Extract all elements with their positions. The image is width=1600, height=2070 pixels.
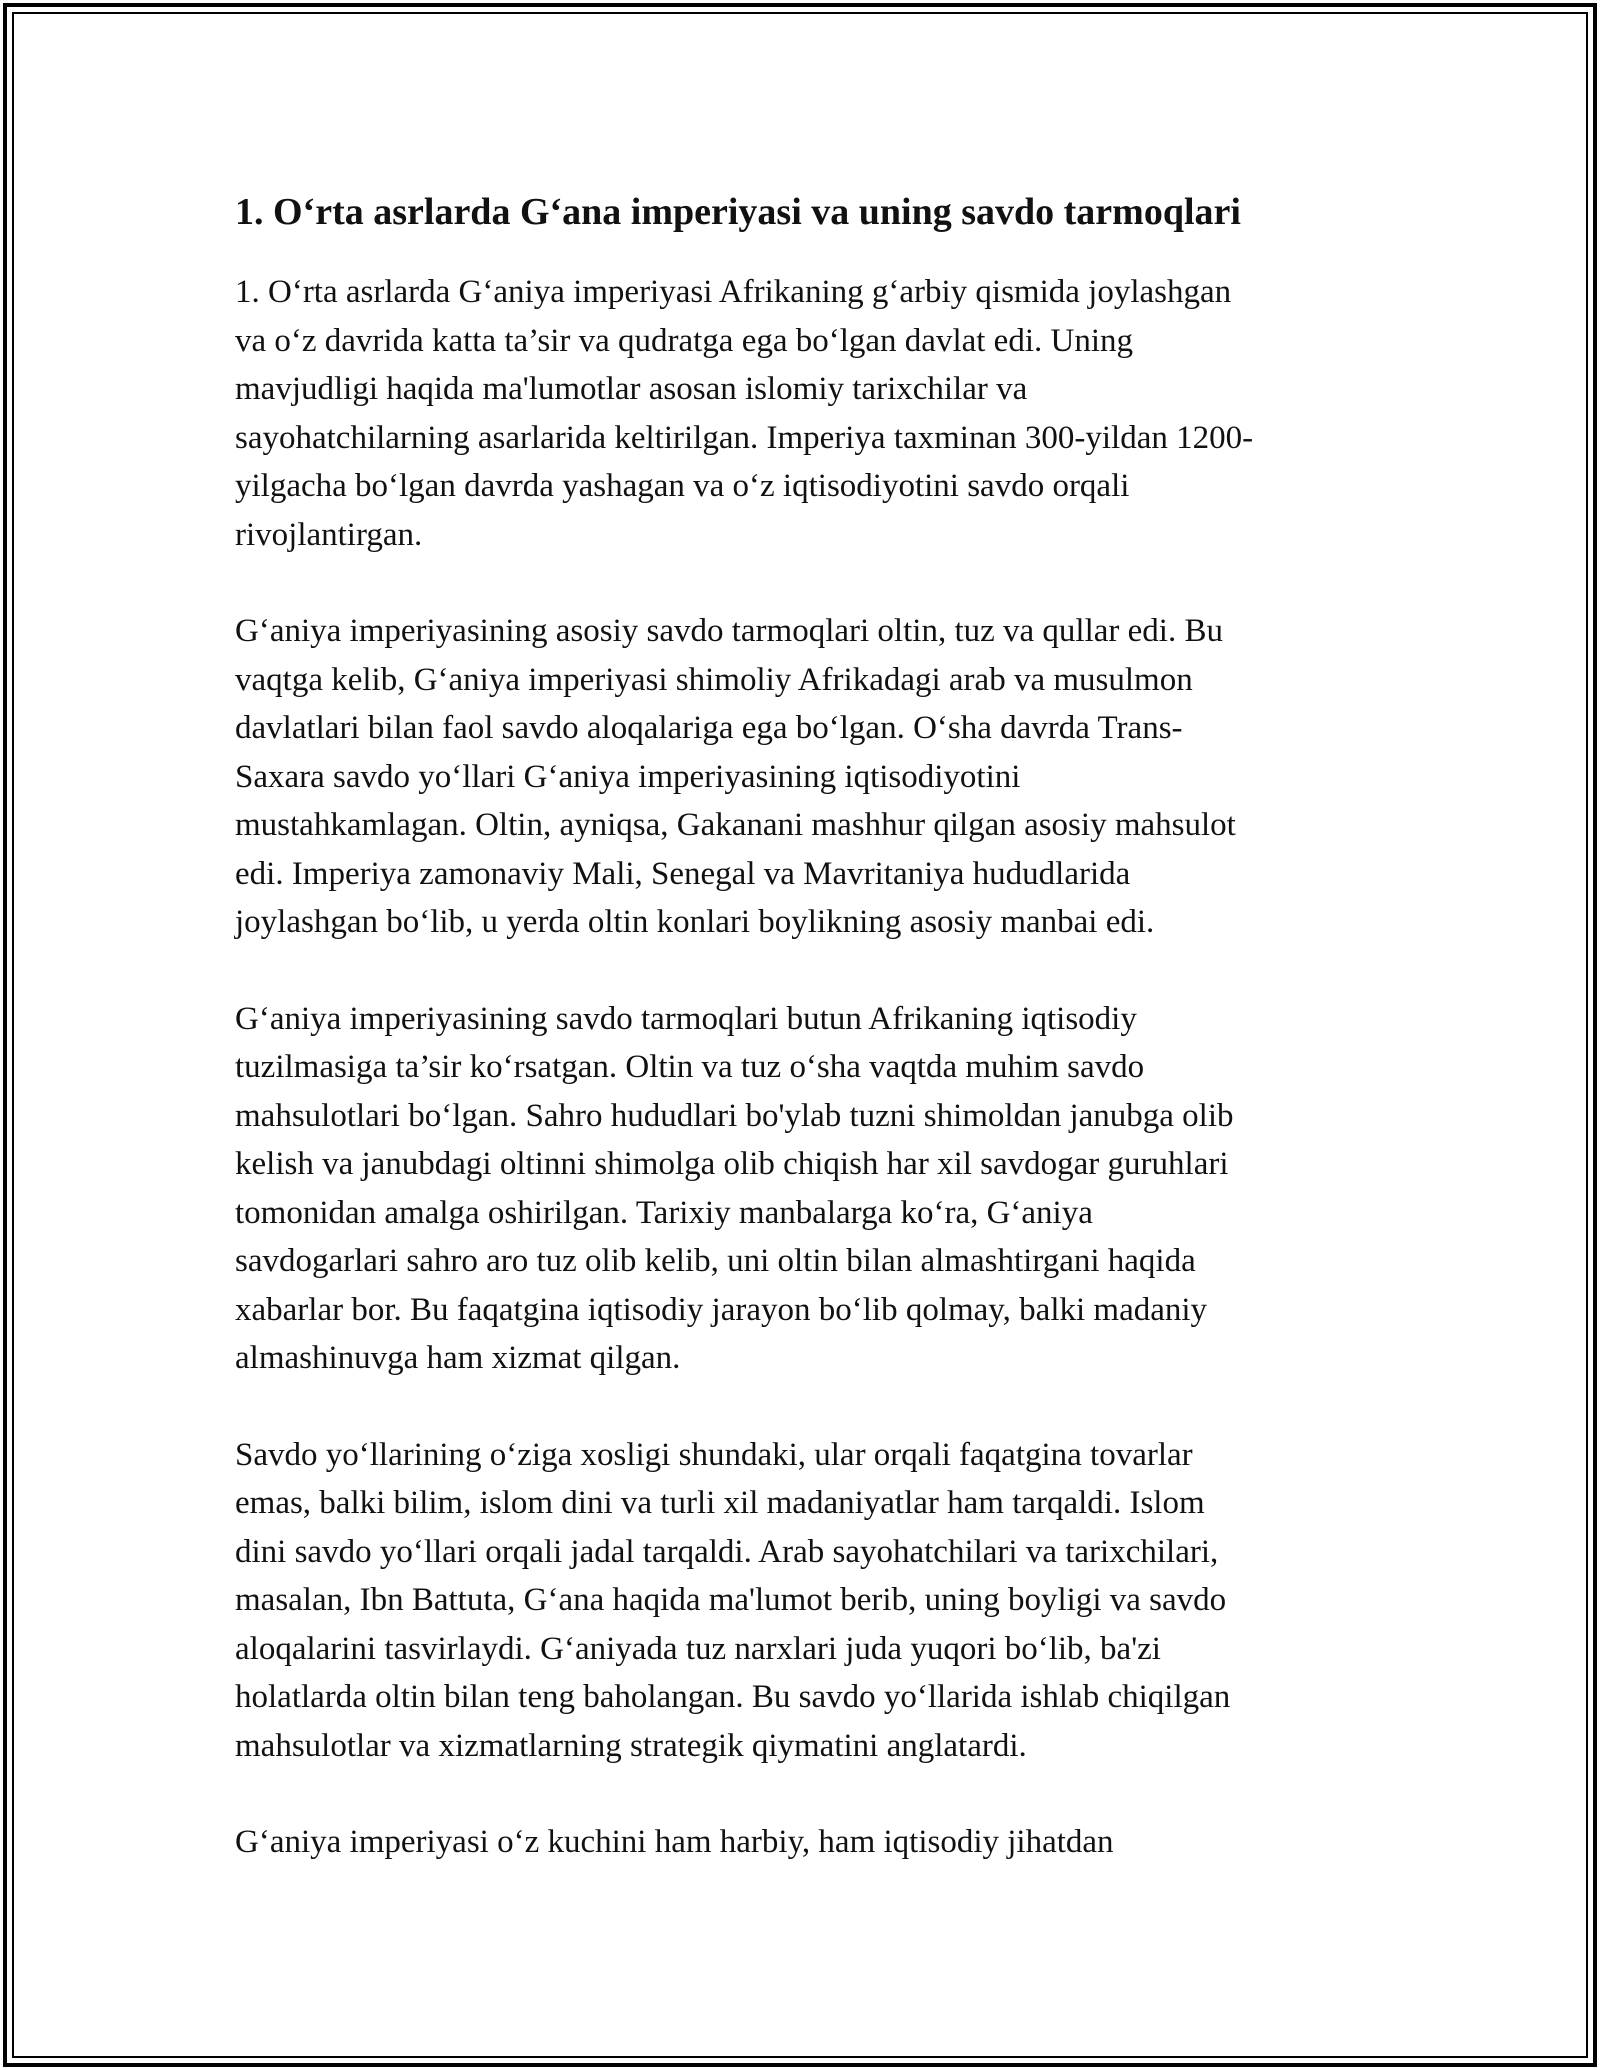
document-body: [235, 186, 1375, 1915]
paragraph-line: yilgacha bo‘lgan davrda yashagan va o‘z iqtisodiyotini savdo orqali: [235, 468, 1130, 504]
paragraph-line: masalan, Ibn Battuta, G‘ana haqida ma'lumot berib, uning boyligi va savdo: [235, 1582, 1227, 1618]
paragraph-list: [235, 268, 1375, 1867]
paragraph-line: rivojlantirgan.: [235, 516, 423, 553]
paragraph-line: davlatlari bilan faol savdo aloqalariga ega bo‘lgan. O‘sha davrda Trans-: [235, 710, 1183, 746]
paragraph-line: mavjudligi haqida ma'lumotlar asosan islomiy tarixchilar va: [235, 371, 1028, 407]
paragraph: [235, 1431, 1375, 1771]
paragraph: [235, 607, 1375, 947]
paragraph-line: savdogarlari sahro aro tuz olib kelib, uni oltin bilan almashtirgani haqida: [235, 1243, 1196, 1279]
paragraph-line: G‘aniya imperiyasi o‘z kuchini ham harbiy, ham iqtisodiy jihatdan: [235, 1824, 1114, 1860]
paragraph-line: Savdo yo‘llarining o‘ziga xosligi shundaki, ular orqali faqatgina tovarlar: [235, 1436, 1193, 1473]
paragraph-line: aloqalarini tasvirlaydi. G‘aniyada tuz narxlari juda yuqori bo‘lib, ba'zi: [235, 1630, 1161, 1667]
paragraph-line: emas, balki bilim, islom dini va turli xil madaniyatlar ham tarqaldi. Islom: [235, 1485, 1205, 1521]
paragraph-line: almashinuvga ham xizmat qilgan.: [235, 1340, 681, 1376]
paragraph: [235, 995, 1375, 1383]
paragraph-line: tomonidan amalga oshirilgan. Tarixiy manbalarga ko‘ra, G‘aniya: [235, 1194, 1093, 1231]
paragraph-line: va o‘z davrida katta ta’sir va qudratga ega bo‘lgan davlat edi. Uning: [235, 322, 1133, 359]
paragraph-line: G‘aniya imperiyasining savdo tarmoqlari butun Afrikaning iqtisodiy: [235, 1000, 1137, 1037]
paragraph-line: tuzilmasiga ta’sir ko‘rsatgan. Oltin va tuz o‘sha vaqtda muhim savdo: [235, 1049, 1145, 1085]
paragraph-line: edi. Imperiya zamonaviy Mali, Senegal va Mavritaniya hududlarida: [235, 855, 1131, 892]
paragraph-line: G‘aniya imperiyasining asosiy savdo tarmoqlari oltin, tuz va qullar edi. Bu: [235, 613, 1223, 649]
paragraph: [235, 1818, 1375, 1867]
paragraph-line: mahsulotlari bo‘lgan. Sahro hududlari bo'ylab tuzni shimoldan janubga olib: [235, 1097, 1234, 1134]
paragraph-line: 1. O‘rta asrlarda G‘aniya imperiyasi Afrikaning g‘arbiy qismida joylashgan: [235, 274, 1232, 310]
paragraph-line: mustahkamlagan. Oltin, ayniqsa, Gakanani mashhur qilgan asosiy mahsulot: [235, 807, 1236, 843]
paragraph: [235, 268, 1375, 559]
paragraph-line: sayohatchilarning asarlarida keltirilgan. Imperiya taxminan 300-yildan 1200-: [235, 419, 1254, 456]
paragraph-line: joylashgan bo‘lib, u yerda oltin konlari boylikning asosiy manbai edi.: [235, 904, 1155, 940]
paragraph-line: xabarlar bor. Bu faqatgina iqtisodiy jarayon bo‘lib qolmay, balki madaniy: [235, 1291, 1208, 1328]
paragraph-line: mahsulotlar va xizmatlarning strategik qiymatini anglatardi.: [235, 1727, 1027, 1764]
paragraph-line: Saxara savdo yo‘llari G‘aniya imperiyasining iqtisodiyotini: [235, 758, 1021, 795]
paragraph-line: kelish va janubdagi oltinni shimolga olib chiqish har xil savdogar guruhlari: [235, 1146, 1229, 1182]
paragraph-line: dini savdo yo‘llari orqali jadal tarqaldi. Arab sayohatchilari va tarixchilari,: [235, 1533, 1219, 1570]
paragraph-line: holatlarda oltin bilan teng baholangan. Bu savdo yo‘llarida ishlab chiqilgan: [235, 1679, 1231, 1715]
paragraph-line: vaqtga kelib, G‘aniya imperiyasi shimoliy Afrikadagi arab va musulmon: [235, 661, 1193, 698]
document-title: 1. O‘rta asrlarda G‘ana imperiyasi va uning savdo tarmoqlari: [235, 191, 1241, 233]
